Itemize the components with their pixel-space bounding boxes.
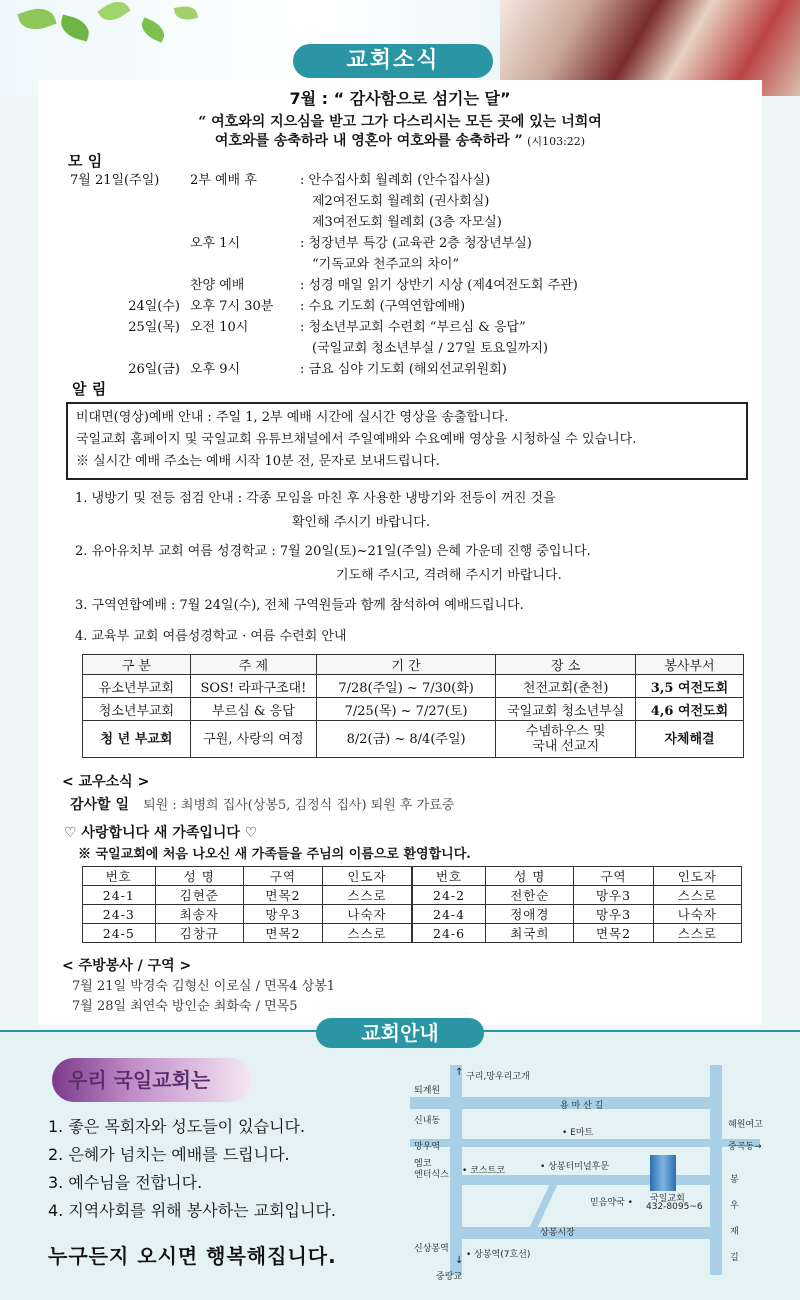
map-label-jungnanggyo: 중랑교 (436, 1272, 463, 1282)
verse-text: 여호와를 송축하라 내 영혼아 여호와를 송축하라 ” (214, 133, 523, 149)
table-cell: 스스로 (323, 886, 412, 905)
announcement-3: 3. 구역연합예배 : 7월 24일(수), 전체 구역원들과 함께 참석하여 예배드립니다. (75, 598, 524, 613)
table-cell: 24-3 (83, 905, 156, 924)
guide-closing: 누구든지 오시면 행복해집니다. (48, 1244, 337, 1268)
column-header: 구역 (243, 867, 322, 886)
verse-line-1: “ 여호와의 지으심을 받고 그가 다스리시는 모든 곳에 있는 너희여 (198, 114, 602, 130)
map-label-emart: • E마트 (562, 1128, 594, 1138)
new-family-heading: ♡ 사랑합니다 새 가족입니다 ♡ (64, 825, 258, 841)
map-road (450, 1175, 722, 1185)
meeting-description: : 청소년부교회 수련회 “부르심 & 응답” (300, 320, 526, 335)
map-label-junggok: 중곡동→ (728, 1142, 762, 1152)
meeting-time: 오후 9시 (190, 362, 241, 377)
announcement-2-line-2: 기도해 주시고, 격려해 주시기 바랍니다. (336, 568, 562, 583)
meeting-description: : 성경 매일 읽기 상반기 시상 (제4여전도회 주관) (300, 278, 578, 293)
table-cell: 청 년 부교회 (83, 721, 191, 758)
column-header: 봉사부서 (635, 655, 743, 675)
table-cell: 스스로 (653, 924, 741, 943)
map-label-sinnae: 신내동 (414, 1116, 441, 1126)
table-header-row (83, 867, 742, 886)
table-cell: 8/2(금) ~ 8/4(주일) (316, 721, 496, 758)
map-label-hyewon: 혜원여고 (728, 1120, 763, 1130)
table-cell: 4,6 여전도회 (635, 698, 743, 721)
leaf-decoration-icon (138, 17, 168, 42)
leaf-decoration-icon (17, 3, 56, 35)
leaf-decoration-icon (97, 0, 130, 26)
table-cell: 정애경 (486, 905, 574, 924)
meeting-description: 제2여전도회 월례회 (권사회실) (312, 194, 490, 209)
table-cell: SOS! 라파구조대! (190, 675, 316, 698)
table-row (83, 675, 744, 698)
column-header: 성 명 (486, 867, 574, 886)
column-header: 인도자 (323, 867, 412, 886)
column-header: 구역 (574, 867, 653, 886)
meeting-time: 오후 1시 (190, 236, 241, 251)
meeting-description: : 청장년부 특강 (교육관 2층 청장년부실) (300, 236, 532, 251)
kitchen-heading: < 주방봉사 / 구역 > (62, 958, 192, 974)
section-title-guide: 교회안내 (316, 1018, 484, 1048)
table-cell: 면목2 (243, 924, 322, 943)
announcement-1-line-2: 확인해 주시기 바랍니다. (292, 515, 430, 530)
table-cell: 7/28(주일) ~ 7/30(화) (316, 675, 496, 698)
map-label-sinsangbong: 신상봉역 (414, 1244, 449, 1254)
column-header: 주 제 (190, 655, 316, 675)
leaf-decoration-icon (174, 4, 198, 22)
table-header-row (83, 655, 744, 675)
notice-line-2: 국일교회 홈페이지 및 국일교회 유튜브채널에서 주일예배와 수요예배 영상을 시청하실 수 있습니다. (76, 432, 637, 447)
table-cell: 최송자 (155, 905, 243, 924)
table-cell: 나숙자 (323, 905, 412, 924)
map-road (410, 1139, 760, 1147)
month-title: 7월 : “ 감사함으로 섬기는 달” (289, 89, 511, 108)
meetings-heading: 모 임 (68, 152, 103, 170)
map-road (450, 1227, 722, 1239)
map-label-toegyewon: 퇴계원 (414, 1086, 441, 1096)
meeting-time: 찬양 예배 (190, 278, 245, 293)
announcement-1-line-1: 1. 냉방기 및 전등 점검 안내 : 각종 모임을 마친 후 사용한 냉방기와 전등이 꺼진 것을 (75, 491, 556, 506)
meeting-description: : 금요 심야 기도회 (해외선교위원회) (300, 362, 507, 377)
meeting-date: 26일(금) (128, 362, 180, 377)
column-header: 성 명 (155, 867, 243, 886)
meeting-description: : 안수집사회 월례회 (안수집사실) (300, 173, 491, 188)
guide-item-4: 4. 지역사회를 위해 봉사하는 교회입니다. (48, 1201, 336, 1220)
verse-line-2 (0, 132, 800, 151)
new-family-table (82, 866, 742, 943)
meeting-description: “기독교와 천주교의 차이” (312, 257, 460, 272)
online-worship-notice-box (66, 402, 748, 480)
meeting-description: 제3여전도회 월례회 (3층 자모실) (312, 215, 502, 230)
table-cell: 24-1 (83, 886, 156, 905)
guide-item-1: 1. 좋은 목회자와 성도들이 있습니다. (48, 1117, 306, 1136)
map-label-market: 상봉시장 (540, 1228, 575, 1238)
table-cell: 면목2 (574, 924, 653, 943)
table-cell: 김현준 (155, 886, 243, 905)
meeting-time: 2부 예배 후 (190, 173, 257, 188)
table-cell: 24-5 (83, 924, 156, 943)
announcement-2-line-1: 2. 유아유치부 교회 여름 성경학교 : 7월 20일(토)~21일(주일) 은혜 가운데 진행 중입니다. (75, 544, 591, 559)
table-cell: 망우3 (243, 905, 322, 924)
meeting-description: : 수요 기도회 (구역연합예배) (300, 299, 466, 314)
section-title-news: 교회소식 (293, 44, 493, 78)
table-row (83, 924, 742, 943)
column-header: 번호 (412, 867, 486, 886)
table-cell: 3,5 여전도회 (635, 675, 743, 698)
guide-item-3: 3. 예수님을 전합니다. (48, 1173, 203, 1192)
table-cell: 수넴하우스 및 국내 선교지 (496, 721, 636, 758)
announcement-4: 4. 교육부 교회 여름성경학교 · 여름 수련회 안내 (75, 629, 347, 644)
map-label-terminal: • 상봉터미널후문 (540, 1162, 610, 1172)
meeting-description: (국일교회 청소년부실 / 27일 토요일까지) (312, 341, 548, 356)
location-map (410, 1055, 780, 1285)
column-header: 번호 (83, 867, 156, 886)
table-cell: 구원, 사랑의 여정 (190, 721, 316, 758)
summer-program-table (82, 654, 744, 758)
member-news-text: 퇴원 : 최병희 집사(상봉5, 김정식 집사) 퇴원 후 가료중 (143, 798, 455, 813)
meeting-time: 오전 10시 (190, 320, 249, 335)
notice-line-3: ※ 실시간 예배 주소는 예배 시작 10분 전, 문자로 보내드립니다. (76, 454, 440, 469)
church-title: 우리 국일교회는 (68, 1068, 211, 1092)
table-cell: 유소년부교회 (83, 675, 191, 698)
up-arrow-icon: ↑ (455, 1067, 464, 1078)
column-header: 인도자 (653, 867, 741, 886)
table-cell: 스스로 (323, 924, 412, 943)
meeting-date: 24일(수) (128, 299, 180, 314)
column-header: 구 분 (83, 655, 191, 675)
table-cell: 부르심 & 응답 (190, 698, 316, 721)
table-row (83, 886, 742, 905)
map-label-church: 국일교회 (650, 1194, 685, 1204)
verse-reference: (시103:22) (527, 135, 586, 148)
down-arrow-icon: ↓ (455, 1255, 464, 1266)
meeting-time: 오후 7시 30분 (190, 299, 274, 314)
table-cell: 24-6 (412, 924, 486, 943)
map-label-phone: 432-8095~6 (646, 1202, 703, 1212)
table-row (83, 698, 744, 721)
meeting-date: 7월 21일(주일) (70, 173, 160, 188)
table-cell: 나숙자 (653, 905, 741, 924)
table-cell: 면목2 (243, 886, 322, 905)
column-header: 장 소 (496, 655, 636, 675)
table-cell: 망우3 (574, 886, 653, 905)
table-cell: 최국희 (486, 924, 574, 943)
member-news-heading: < 교우소식 > (62, 774, 150, 790)
map-label-emko: 엠코 엔터식스 (414, 1159, 449, 1180)
table-cell: 전한순 (486, 886, 574, 905)
table-cell: 자체해결 (635, 721, 743, 758)
kitchen-row-2: 7월 28일 최연숙 방인순 최화숙 / 면목5 (72, 999, 298, 1014)
table-cell: 청소년부교회 (83, 698, 191, 721)
church-building-icon (650, 1155, 676, 1191)
table-cell: 스스로 (653, 886, 741, 905)
table-cell: 국일교회 청소년부실 (496, 698, 636, 721)
guide-item-2: 2. 은혜가 넘치는 예배를 드립니다. (48, 1145, 290, 1164)
map-label-sangbong-station: • 상봉역(7호선) (466, 1250, 531, 1260)
map-label-mangu-station: 망우역 (414, 1142, 441, 1152)
table-row (83, 905, 742, 924)
notice-line-1: 비대면(영상)예배 안내 : 주일 1, 2부 예배 시간에 실시간 영상을 송출합니다. (76, 410, 509, 425)
meeting-date: 25일(목) (128, 320, 180, 335)
announcements-heading: 알 림 (72, 380, 107, 398)
map-label-guri: 구리,망우리고개 (466, 1072, 530, 1082)
table-row (83, 721, 744, 758)
leaf-decoration-icon (58, 14, 92, 41)
table-cell: 24-2 (412, 886, 486, 905)
member-news-label: 감사할 일 (70, 797, 129, 813)
map-label-yongmasan-road: 용 마 산 길 (560, 1101, 604, 1111)
table-cell: 24-4 (412, 905, 486, 924)
table-cell: 천전교회(춘천) (496, 675, 636, 698)
map-label-pharmacy: 믿음약국 • (590, 1198, 633, 1208)
map-label-bongujae-road: 봉 우 재 길 (730, 1175, 739, 1263)
table-cell: 망우3 (574, 905, 653, 924)
table-cell: 7/25(목) ~ 7/27(토) (316, 698, 496, 721)
column-header: 기 간 (316, 655, 496, 675)
new-family-subtitle: ※ 국일교회에 처음 나오신 새 가족들을 주님의 이름으로 환영합니다. (78, 847, 471, 862)
map-label-costco: • 코스트코 (462, 1166, 505, 1176)
table-cell: 김창규 (155, 924, 243, 943)
kitchen-row-1: 7월 21일 박경숙 김형신 이로실 / 면목4 상봉1 (72, 979, 336, 994)
